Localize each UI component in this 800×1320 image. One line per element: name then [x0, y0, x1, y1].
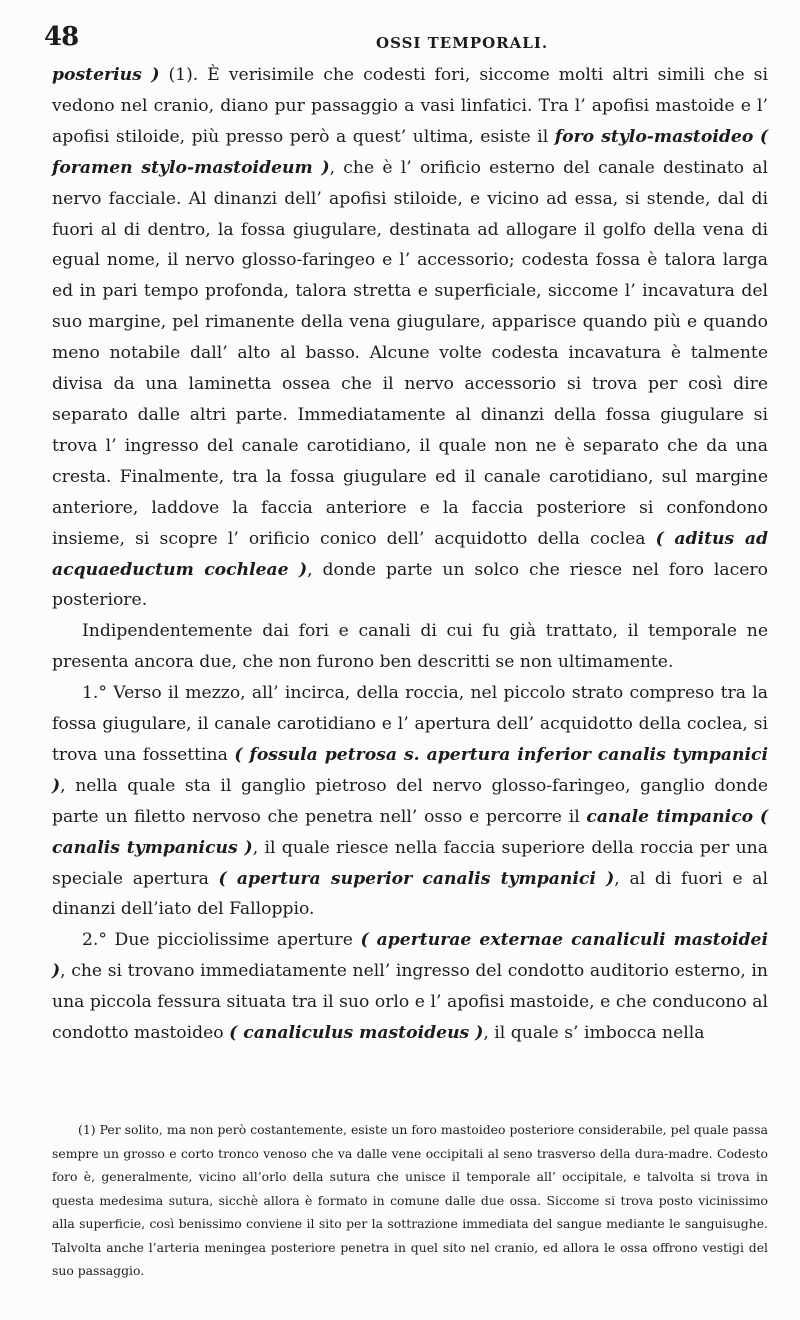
footnote: [52, 1118, 768, 1283]
running-head: [44, 22, 754, 52]
text-run: 2.° Due picciolissime aperture: [82, 930, 361, 951]
text-run: , al di fuori e al dinanzi dell’iato del Falloppio.: [52, 868, 768, 920]
text-run: (1). È verisimile che codesti fori, siccome molti altri simili che si vedono nel cranio, diano pur passaggio a vasi linfatici. Tra l’ apofisi mastoide e l’ apofisi stiloide, più presso però a quest’ ultima, esiste il: [52, 65, 768, 147]
text-run: [753, 807, 760, 827]
italic-term: ( foramen stylo-mastoideum ): [52, 126, 768, 178]
paragraph-4: [52, 925, 768, 1049]
italic-term: ( canaliculus mastoideus ): [229, 1023, 484, 1044]
text-run: Indipendentemente dai fori e canali di cui fu già trattato, il temporale ne presenta ancora due, che non furono ben descritti se non ultimamente.: [52, 621, 768, 673]
italic-term: ( canalis tympanicus ): [52, 806, 769, 858]
text-run: , il quale s’ imbocca nella: [483, 1023, 705, 1044]
page-number: 48: [44, 22, 79, 52]
italic-term: ( aditus ad acquaeductum cochleae ): [52, 528, 768, 580]
paragraph-2: [52, 616, 768, 678]
italic-term: ( apertura superior canalis tympanici ): [218, 868, 615, 889]
italic-term: ( fossula petrosa s. apertura inferior canalis tympanici ): [52, 744, 769, 796]
text-run: 1.° Verso il mezzo, all’ incirca, della roccia, nel piccolo strato compreso tra la fossa giugulare, il canale carotidiano e l’ apertura dell’ acquidotto della coclea, si trova una fossettina: [52, 683, 768, 765]
footnote-text: (1) Per solito, ma non però costantemente, esiste un foro mastoideo posteriore considerabile, pel quale passa sempre un grosso e corto tronco venoso che va dalle vene occipitali al seno trasverso della dura-madre. Codesto foro è, generalmente, vicino all’orlo della sutura che unisce il temporale all’ occipitale, e talvolta si trova in questa medesima sutura, sicchè allora è formato in comune dalle due ossa. Siccome si trova posto vicinissimo alla superficie, così benissimo conviene il sito per la sottrazione immediata del sangue mediante le sanguisughe. Talvolta anche l’arteria meningea posteriore penetra in quel sito nel cranio, ed allora le ossa offrono vestigi del suo passaggio.: [52, 1122, 768, 1278]
text-run: , donde parte un solco che riesce nel foro lacero posteriore.: [52, 559, 768, 611]
italic-term: canale timpanico: [586, 806, 754, 827]
text-run: , che è l’ orificio esterno del canale destinato al nervo facciale. Al dinanzi dell’ apofisi stiloide, e vicino ad essa, si stende, dal di fuori al di dentro, la fossa giugulare, destinata ad allogare il golfo della vena di egual nome, il nervo glosso-faringeo e l’ accessorio; codesta fossa è talora larga ed in pari tempo profonda, talora stretta e superficiale, siccome l’ incavatura del suo margine, pel rimanente della vena giugulare, apparisce quando più e quando meno notabile dall’ alto al basso. Alcune volte codesta incavatura è talmente divisa da una laminetta ossea che il nervo accessorio si trova per così dire separato dalle altri parte. Immediatamente al dinanzi della fossa giugulare si trova l’ ingresso del canale carotidiano, il quale non ne è separato che da una cresta. Finalmente, tra la fossa giugulare ed il canale carotidiano, sul margine anteriore, laddove la faccia anteriore e la faccia posteriore si confondono insieme, si scopre l’ orificio conico dell’ acquidotto della coclea: [52, 157, 768, 549]
italic-term: foro stylo-mastoideo: [554, 126, 754, 147]
paragraph-1: [52, 60, 768, 616]
text-run: , nella quale sta il ganglio pietroso del nervo glosso-faringeo, ganglio donde parte un filetto nervoso che penetra nell’ osso e percorre il: [52, 775, 768, 827]
header-title: OSSI TEMPORALI.: [376, 34, 549, 52]
paragraph-3: [52, 678, 768, 925]
italic-term: ( aperturae externae canaliculi mastoidei ): [52, 930, 768, 982]
text-run: , il quale riesce nella faccia superiore della roccia per una speciale apertura: [52, 837, 769, 889]
text-run: , che si trovano immediatamente nell’ ingresso del condotto auditorio esterno, in una piccola fessura situata tra il suo orlo e l’ apofisi mastoide, e che conducono al condotto mastoideo: [52, 961, 768, 1044]
italic-term: posterius ): [52, 65, 160, 85]
body-text: [52, 60, 768, 1049]
